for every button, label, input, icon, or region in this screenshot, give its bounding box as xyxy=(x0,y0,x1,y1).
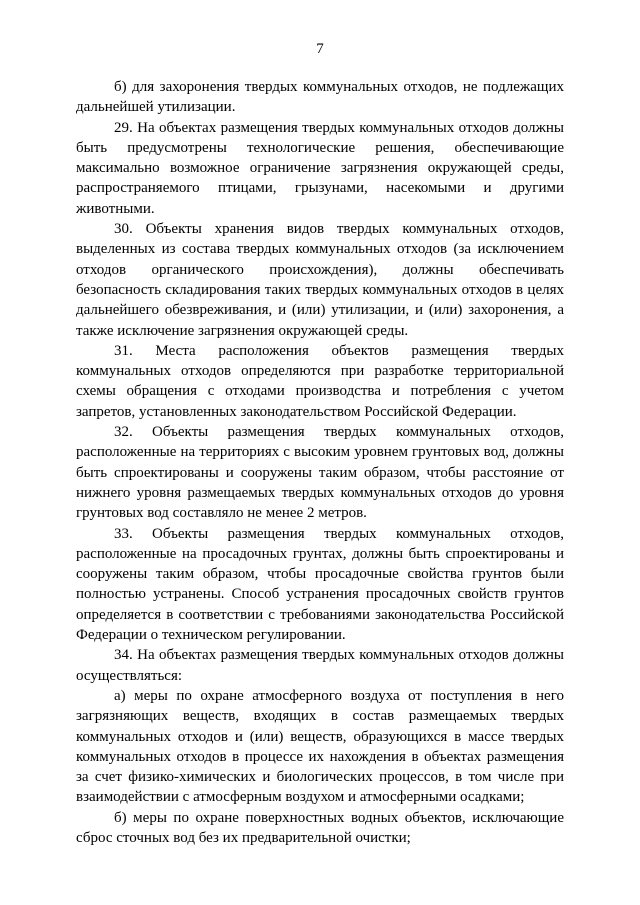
paragraph-33: 33. Объекты размещения твердых коммунальных отходов, расположенные на просадочных грунтах, должны быть спроектированы и сооружены таким образом, чтобы просадочные свойства грунтов были полностью устранены. Способ устранения просадочных свойств грунтов определяется в соответствии с требованиями законодательства Российской Федерации о техническом регулировании. xyxy=(76,525,564,644)
paragraph-item-b-burial: б) для захоронения твердых коммунальных отходов, не подлежащих дальнейшей утилизации. xyxy=(76,79,564,116)
paragraph-29: 29. На объектах размещения твердых коммунальных отходов должны быть предусмотрены технологические решения, обеспечивающие максимально возможное ограничение загрязнения окружающей среды, распространяемого птицами, грызунами, насекомыми и другими животными. xyxy=(76,119,564,217)
paragraph-34-item-b: б) меры по охране поверхностных водных объектов, исключающие сброс сточных вод без их предварительной очистки; xyxy=(76,809,564,846)
paragraph-34: 34. На объектах размещения твердых коммунальных отходов должны осуществляться: xyxy=(76,647,564,684)
paragraph-31: 31. Места расположения объектов размещения твердых коммунальных отходов определяются при разработке территориальной схемы обращения с отходами производства и потребления с учетом запретов, установленных законодательством Российской Федерации. xyxy=(76,342,564,420)
paragraph-30: 30. Объекты хранения видов твердых коммунальных отходов, выделенных из состава твердых коммунальных отходов (за исключением отходов органического происхождения), должны обеспечивать безопасность складирования таких твердых коммунальных отходов в целях дальнейшего обезвреживания, и (или) утилизации, и (или) захоронения, а также исключение загрязнения окружающей среды. xyxy=(76,221,564,339)
paragraph-34-item-a: а) меры по охране атмосферного воздуха от поступления в него загрязняющих веществ, входящих в состав размещаемых твердых коммунальных отходов и (или) веществ, образующихся в массе твердых коммунальных отходов в процессе их нахождения в объектах размещения за счет физико-химических и биологических процессов, в том числе при взаимодействии с атмосферным воздухом и атмосферными осадками; xyxy=(76,687,564,806)
document-body xyxy=(76,77,564,848)
paragraph-32: 32. Объекты размещения твердых коммунальных отходов, расположенные на территориях с высоким уровнем грунтовых вод, должны быть спроектированы и сооружены таким образом, чтобы расстояние от нижнего уровня размещаемых твердых коммунальных отходов до уровня грунтовых вод составляло не менее 2 метров. xyxy=(76,424,564,522)
page-number: 7 xyxy=(316,41,324,57)
